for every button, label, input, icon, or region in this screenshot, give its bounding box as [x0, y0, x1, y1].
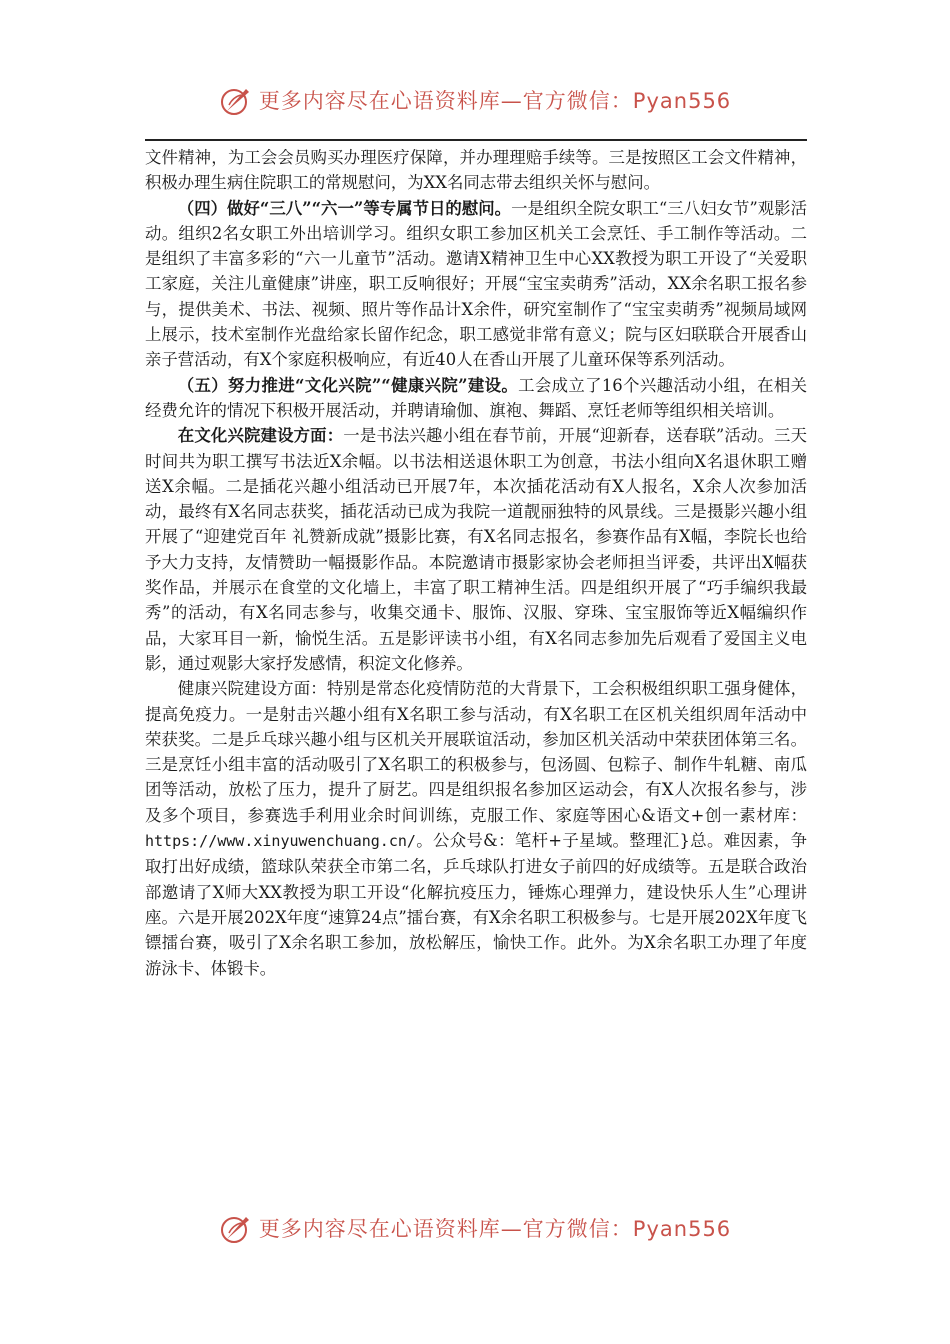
document-body: [145, 145, 807, 981]
footer-banner-text: 更多内容尽在心语资料库—官方微信：Pyan556: [258, 1217, 732, 1241]
header-banner: [0, 76, 950, 124]
paragraph-2: [145, 196, 807, 373]
header-divider: [145, 139, 807, 141]
paragraph-4-text: 一是书法兴趣小组在春节前，开展“迎新春，送春联”活动。三天时间共为职工撰写书法近X余幅。以书法相送退休职工为创意，书法小组向X名退休职工赠送X余幅。二是插花兴趣小组活动已开展7年，本次插花活动有X人报名，X余人次参加活动，最终有X名同志获奖，插花活动已成为我院一道靓丽独特的风景线。三是摄影兴趣小组开展了“迎建党百年 礼赞新成就”摄影比赛，有X名同志报名，参赛作品有X幅，李院长也给予大力支持，友情赞助一幅摄影作品。本院邀请市摄影家协会老师担当评委，共评出X幅获奖作品，并展示在食堂的文化墙上，丰富了职工精神生活。四是组织开展了“巧手编织我最秀”的活动，有X名同志参与，收集交通卡、服饰、汉服、穿珠、宝宝服饰等近X幅编织作品，大家耳目一新，愉悦生活。五是影评读书小组，有X名同志参加先后观看了爱国主义电影，通过观影大家抒发感情，积淀文化修养。: [145, 426, 807, 673]
footer-banner: [0, 1204, 950, 1252]
website-link[interactable]: https://www.xinyuwenchuang.cn/: [145, 832, 416, 851]
paragraph-3-text: 工会成立了16个兴趣活动小组，在相关经费允许的情况下积极开展活动，并聘请瑜伽、旗袍、舞蹈、烹饪老师等组织相关培训。: [145, 375, 808, 420]
paragraph-5: [145, 676, 807, 981]
quill-logo-icon: [219, 1211, 253, 1245]
paragraph-2-text: 一是组织全院女职工“三八妇女节”观影活动。组织2名女职工外出培训学习。组织女职工参加区机关工会烹饪、手工制作等活动。二是组织了丰富多彩的“六一儿童节”活动。邀请X精神卫生中心XX教授为职工开设了“关爱职工家庭，关注儿童健康”讲座，职工反响很好；开展“宝宝卖萌秀”活动，XX余名职工报名参与，提供美术、书法、视频、照片等作品计X余件，研究室制作了“宝宝卖萌秀”视频局域网上展示，技术室制作光盘给家长留作纪念，职工感觉非常有意义；院与区妇联联合开展香山亲子营活动，有X个家庭积极响应，有近40人在香山开展了儿童环保等系列活动。: [145, 198, 807, 370]
quill-logo-icon: [219, 83, 253, 117]
paragraph-1: 文件精神，为工会会员购买办理医疗保障，并办理理赔手续等。三是按照区工会文件精神，积极办理生病住院职工的常规慰问，为XX名同志带去组织关怀与慰问。: [145, 148, 807, 193]
section-heading-4: （四）做好“三八”“六一”等专属节日的慰问。: [177, 198, 512, 218]
header-banner-text: 更多内容尽在心语资料库—官方微信：Pyan556: [258, 89, 732, 113]
paragraph-5-text-a: 健康兴院建设方面：特别是常态化疫情防范的大背景下，工会积极组织职工强身健体，提高免疫力。一是射击兴趣小组有X名职工参与活动，有X名职工在区机关组织周年活动中荣获奖。二是乒乓球兴趣小组与区机关开展联谊活动，参加区机关活动中荣获团体第三名。三是烹饪小组丰富的活动吸引了X名职工的积极参与，包汤圆、包粽子、制作牛轧糖、南瓜团等活动，放松了压力，提升了厨艺。四是组织报名参加区运动会，有X人次报名参与，涉及多个项目，参赛选手利用业余时间训练，克服工作、家庭等困心&语文+创一素材库：: [145, 679, 807, 825]
paragraph-4: [145, 423, 807, 676]
section-heading-5: （五）努力推进“文化兴院”“健康兴院”建设。: [177, 375, 519, 395]
culture-heading: 在文化兴院建设方面：: [177, 426, 344, 446]
paragraph-3: [145, 373, 807, 424]
paragraph-5-text-b: 。公众号&：笔杆+子星域。整理汇}总。难因素，争取打出好成绩，篮球队荣获全市第二名，乒乓球队打进女子前四的好成绩等。五是联合政治部邀请了X师大XX教授为职工开设“化解抗疫压力，锤炼心理弹力，建设快乐人生”心理讲座。六是开展202X年度“速算24点”擂台赛，有X余名职工积极参与。七是开展202X年度飞镖擂台赛，吸引了X余名职工参加，放松解压，愉快工作。此外。为X余名职工办理了年度游泳卡、体锻卡。: [145, 831, 807, 978]
